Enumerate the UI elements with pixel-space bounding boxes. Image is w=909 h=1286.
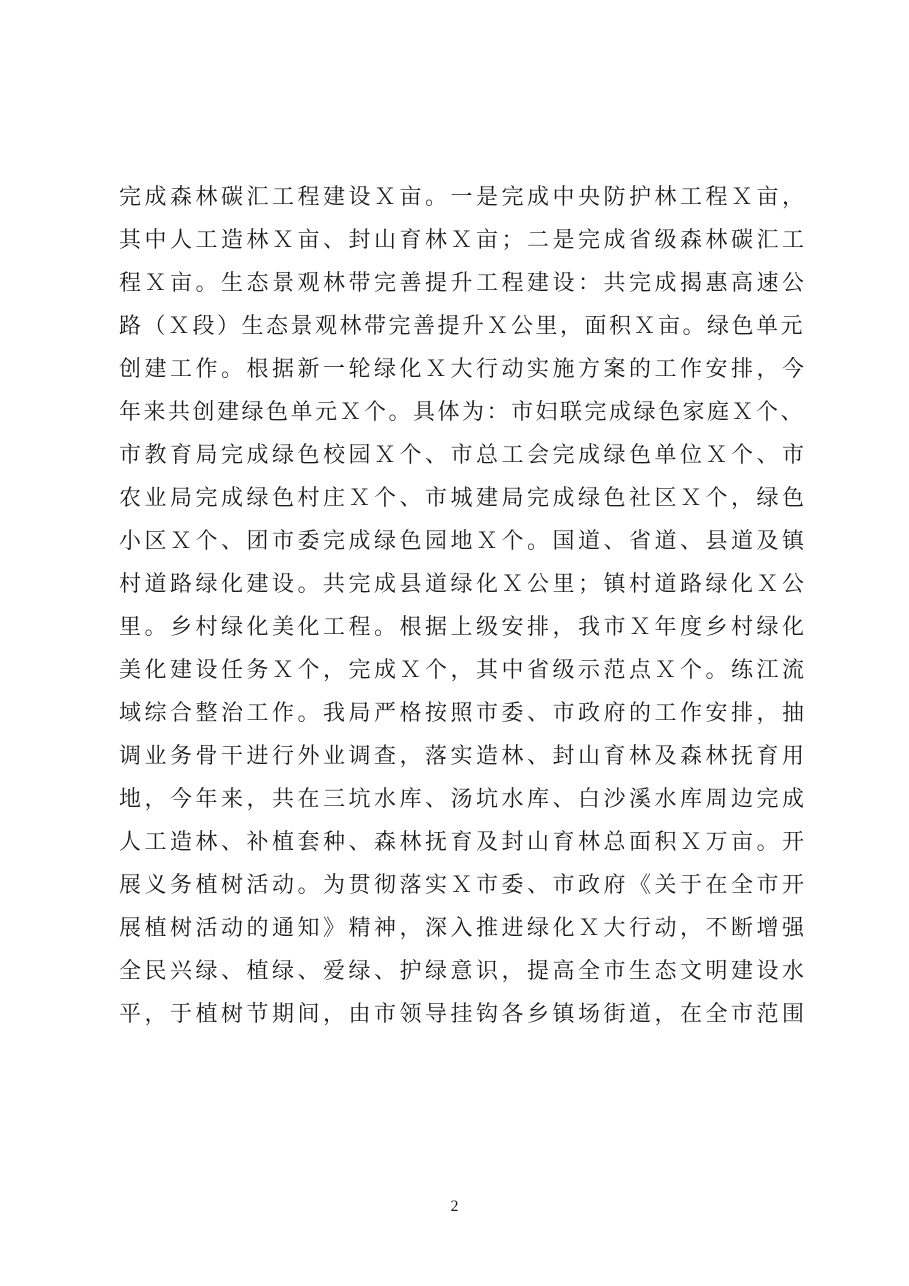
text-line: 路（Ｘ段）生态景观林带完善提升Ｘ公里，面积Ｘ亩。绿色单元 bbox=[119, 314, 806, 339]
text-line: 完成森林碳汇工程建设Ｘ亩。一是完成中央防护林工程Ｘ亩， bbox=[119, 185, 808, 210]
text-line: 村道路绿化建设。共完成县道绿化Ｘ公里；镇村道路绿化Ｘ公 bbox=[119, 572, 808, 597]
text-line: 里。乡村绿化美化工程。根据上级安排，我市Ｘ年度乡村绿化 bbox=[119, 615, 808, 640]
text-line: 展义务植树活动。为贯彻落实Ｘ市委、市政府《关于在全市开 bbox=[119, 873, 808, 898]
text-line: 市教育局完成绿色校园Ｘ个、市总工会完成绿色单位Ｘ个、市 bbox=[119, 443, 808, 468]
text-line: 农业局完成绿色村庄Ｘ个、市城建局完成绿色社区Ｘ个，绿色 bbox=[119, 486, 808, 511]
text-line: 其中人工造林Ｘ亩、封山育林Ｘ亩；二是完成省级森林碳汇工 bbox=[119, 228, 808, 253]
text-line: 展植树活动的通知》精神，深入推进绿化Ｘ大行动，不断增强 bbox=[119, 916, 808, 941]
text-line: 地，今年来，共在三坑水库、汤坑水库、白沙溪水库周边完成 bbox=[119, 787, 808, 812]
text-line: 全民兴绿、植绿、爱绿、护绿意识，提高全市生态文明建设水 bbox=[119, 959, 808, 984]
text-line: 人工造林、补植套种、森林抚育及封山育林总面积Ｘ万亩。开 bbox=[119, 830, 808, 855]
text-line: 美化建设任务Ｘ个，完成Ｘ个，其中省级示范点Ｘ个。练江流 bbox=[119, 658, 808, 683]
text-line: 域综合整治工作。我局严格按照市委、市政府的工作安排，抽 bbox=[119, 701, 808, 726]
text-line: 程Ｘ亩。生态景观林带完善提升工程建设：共完成揭惠高速公 bbox=[119, 271, 808, 296]
text-line: 创建工作。根据新一轮绿化Ｘ大行动实施方案的工作安排，今 bbox=[119, 357, 808, 382]
text-line: 年来共创建绿色单元Ｘ个。具体为：市妇联完成绿色家庭Ｘ个、 bbox=[119, 400, 806, 425]
page-number: 2 bbox=[450, 1198, 459, 1215]
text-line: 平，于植树节期间，由市领导挂钩各乡镇场街道，在全市范围 bbox=[119, 1002, 808, 1027]
text-line: 调业务骨干进行外业调查，落实造林、封山育林及森林抚育用 bbox=[119, 744, 808, 769]
text-line: 小区Ｘ个、团市委完成绿色园地Ｘ个。国道、省道、县道及镇 bbox=[119, 529, 808, 554]
